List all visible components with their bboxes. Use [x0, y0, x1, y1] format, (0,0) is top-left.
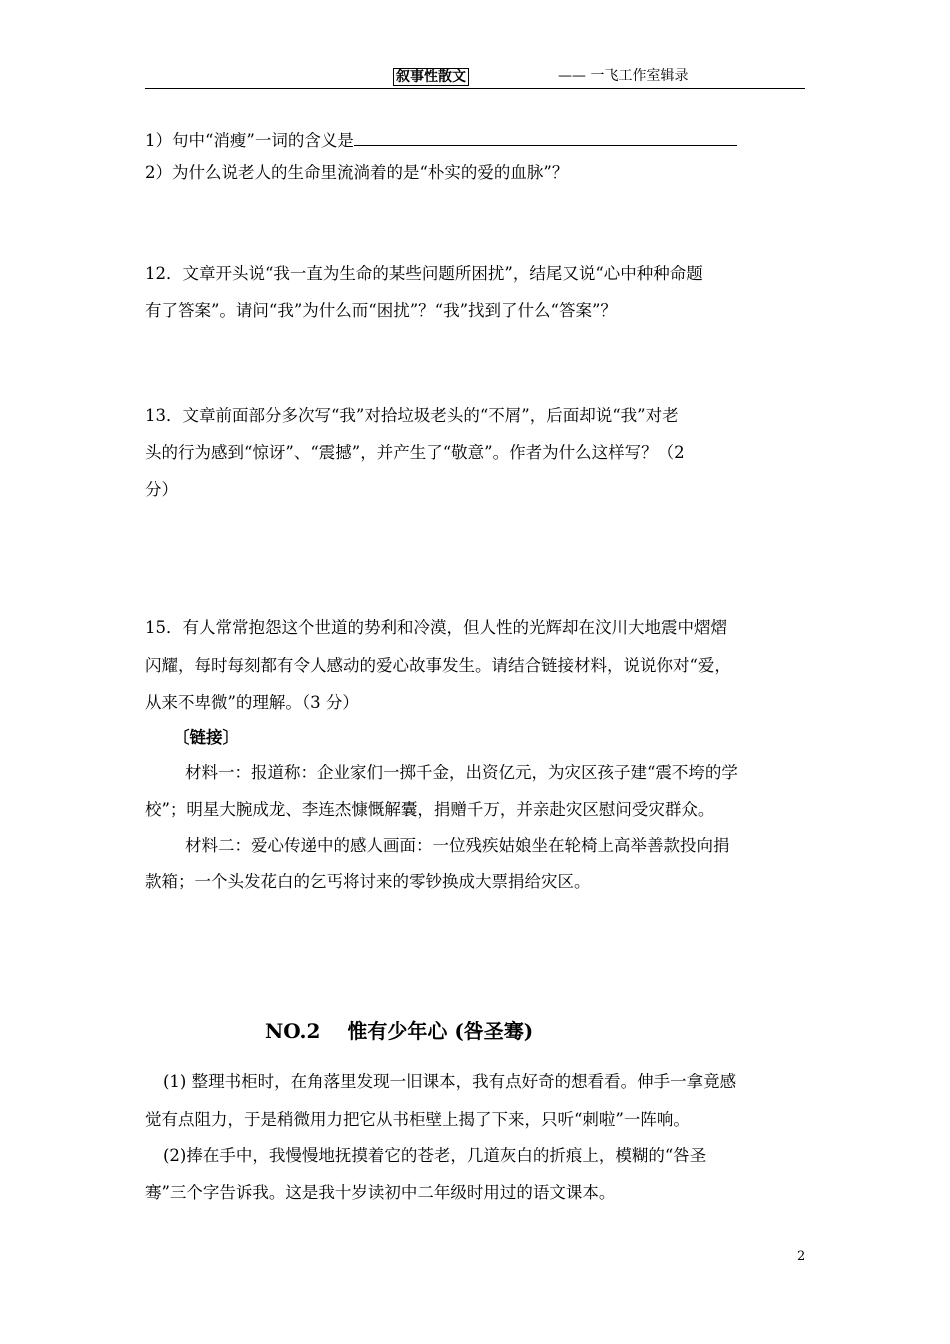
link-label: 〔链接〕 [173, 728, 239, 747]
material-2-line-2: 款箱；一个头发花白的乞丐将讨来的零钞换成大票捐给灾区。 [145, 872, 591, 891]
material-1-line-1: 材料一：报道称：企业家们一掷千金，出资亿元，为灾区孩子建“震不垮的学 [185, 763, 738, 782]
question-15-line-2: 闪耀，每时每刻都有令人感动的爱心故事发生。请结合链接材料，说说你对“爱， [145, 656, 731, 675]
page-header [145, 68, 805, 89]
question-1 [145, 129, 737, 151]
material-1-line-2: 校”；明星大腕成龙、李连杰慷慨解囊，捐赠千万，并亲赴灾区慰问受灾群众。 [145, 800, 715, 819]
question-13-line-3: 分） [145, 480, 178, 499]
question-12-line-2: 有了答案”。请问“我”为什么而“困扰”？“我”找到了什么“答案”？ [145, 301, 617, 320]
question-1-text: 1）句中“消瘦”一词的含义是 [145, 131, 354, 150]
answer-blank [354, 129, 737, 146]
header-title: 叙事性散文 [393, 68, 469, 86]
paragraph-2-line-1: (2)捧在手中，我慢慢地抚摸着它的苍老，几道灰白的折痕上，模糊的“咎圣 [163, 1146, 707, 1165]
header-subtitle: —— 一飞工作室辑录 [558, 68, 689, 84]
question-2: 2）为什么说老人的生命里流淌着的是“朴实的爱的血脉”？ [145, 163, 569, 182]
question-13-line-2: 头的行为感到“惊讶”、“震撼”，并产生了“敬意”。作者为什么这样写？（2 [145, 443, 685, 462]
material-2-line-1: 材料二：爱心传递中的感人画面：一位残疾姑娘坐在轮椅上高举善款投向捐 [185, 836, 730, 855]
paragraph-1-line-1: (1) 整理书柜时，在角落里发现一旧课本，我有点好奇的想看看。伸手一拿竟感 [163, 1072, 737, 1091]
question-15-line-3: 从来不卑微”的理解。（3 分） [145, 693, 359, 712]
paragraph-1-line-2: 觉有点阻力，于是稍微用力把它从书柜壁上揭了下来，只听“刺啦”一阵响。 [145, 1110, 690, 1129]
question-12-line-1: 12．文章开头说“我一直为生命的某些问题所困扰”，结尾又说“心中种种命题 [145, 264, 703, 283]
paragraph-2-line-2: 骞”三个字告诉我。这是我十岁读初中二年级时用过的语文课本。 [145, 1183, 616, 1202]
question-15-line-1: 15．有人常常抱怨这个世道的势利和冷漠，但人性的光辉却在汶川大地震中熠熠 [145, 618, 727, 637]
page-number: 2 [797, 1249, 806, 1264]
article-title: NO.2 惟有少年心 (咎圣骞) [265, 1019, 534, 1043]
question-13-line-1: 13．文章前面部分多次写“我”对拾垃圾老头的“不屑”，后面却说“我”对老 [145, 406, 679, 425]
